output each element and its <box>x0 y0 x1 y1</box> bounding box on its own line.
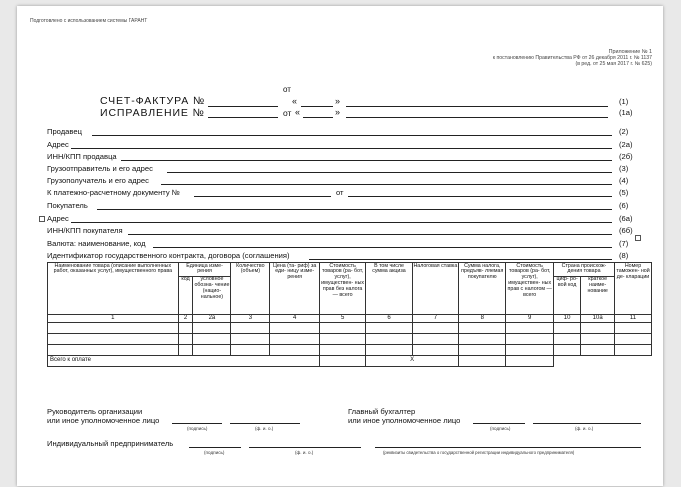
seller-inn-label: ИНН/КПП продавца <box>47 152 117 161</box>
accountant-sign-caption: (подпись) <box>490 426 511 431</box>
col-num: 4 <box>270 314 320 322</box>
col-num: 11 <box>615 314 652 322</box>
code-6a: (6а) <box>619 214 633 223</box>
seller-inn-line[interactable] <box>121 160 612 161</box>
accountant-label-2: или иное уполномоченное лицо <box>348 416 461 425</box>
code-7: (7) <box>619 239 629 248</box>
th-rate: Налоговая ставка <box>412 263 458 315</box>
invoice-page <box>17 6 663 486</box>
col-num: 8 <box>459 314 506 322</box>
code-1a: (1а) <box>619 108 633 117</box>
th-country-code: циф- ро-вой код <box>553 276 580 314</box>
header-note: Подготовлено с использованием системы ГАРАНТ <box>30 18 148 24</box>
col-num: 1 <box>48 314 179 322</box>
col-num: 5 <box>319 314 365 322</box>
accountant-fio-caption: (ф. и. о.) <box>575 426 594 431</box>
invoice-table <box>47 262 652 367</box>
col-num: 10а <box>581 314 615 322</box>
correction-number-line[interactable] <box>208 117 278 118</box>
th-unit-name: условное обозна- чение (нацио- нальное) <box>193 276 231 314</box>
consignee-line[interactable] <box>161 184 612 185</box>
invoice-title: СЧЕТ-ФАКТУРА № <box>100 95 206 107</box>
seller-address-line[interactable] <box>71 148 612 149</box>
th-qty: Количество (объем) <box>231 263 270 315</box>
correction-quote-open: « <box>295 107 301 117</box>
th-cost-no-tax: Стоимость товаров (ра- бот, услуг), имуществен- ных прав без налога — всего <box>319 263 365 315</box>
invoice-quote-open: « <box>292 96 298 106</box>
title-ot-top: от <box>283 85 291 94</box>
entrepreneur-requisites-caption: (реквизиты свидетельства о государственной регистрации индивидуального предпринимателя) <box>383 450 575 455</box>
accountant-label-1: Главный бухгалтер <box>348 407 416 416</box>
appendix-line2: к постановлению Правительства РФ от 26 декабря 2011 г. № 1137 <box>492 55 652 61</box>
head-fio-caption: (ф. и. о.) <box>255 426 274 431</box>
correction-day-line[interactable] <box>303 117 333 118</box>
currency-label: Валюта: наименование, код <box>47 239 146 248</box>
payment-doc-date-line[interactable] <box>348 196 612 197</box>
side-checkbox-icon[interactable] <box>635 235 641 241</box>
consignee-label: Грузополучатель и его адрес <box>47 176 149 185</box>
invoice-number-line[interactable] <box>208 106 278 107</box>
buyer-line[interactable] <box>97 209 612 210</box>
th-name: Наименование товара (описание выполненных работ, оказанных услуг), имущественного права <box>48 263 179 315</box>
total-label: Всего к оплате <box>48 355 320 366</box>
entrepreneur-fio-line[interactable] <box>249 447 361 448</box>
buyer-inn-label: ИНН/КПП покупателя <box>47 226 123 235</box>
entrepreneur-sign-caption: (подпись) <box>204 450 225 455</box>
th-country: Страна происхож- дения товара <box>553 263 614 277</box>
head-sign-caption: (подпись) <box>187 426 208 431</box>
invoice-date-line[interactable] <box>346 106 608 107</box>
code-4: (4) <box>619 176 629 185</box>
accountant-signature-line[interactable] <box>473 423 525 424</box>
total-cost-cell[interactable] <box>319 355 365 366</box>
accountant-fio-line[interactable] <box>533 423 641 424</box>
head-fio-line[interactable] <box>230 423 300 424</box>
code-1: (1) <box>619 97 629 106</box>
shipper-label: Грузоотправитель и его адрес <box>47 164 153 173</box>
buyer-address-line[interactable] <box>71 222 612 223</box>
buyer-label: Покупатель <box>47 201 88 210</box>
code-5: (5) <box>619 188 629 197</box>
col-num: 3 <box>231 314 270 322</box>
th-cost-with-tax: Стоимость товаров (ра- бот, услуг), имуществен- ных прав с налогом — всего <box>506 263 553 315</box>
currency-line[interactable] <box>153 247 612 248</box>
contract-id-label: Идентификатор государственного контракта, договора (соглашения) <box>47 251 290 260</box>
expand-toggle-icon[interactable] <box>39 216 45 222</box>
appendix-line3: (в ред. от 25 мая 2017 г. № 625) <box>575 61 652 67</box>
total-with-tax-cell[interactable] <box>506 355 553 366</box>
seller-address-label: Адрес <box>47 140 69 149</box>
entrepreneur-fio-caption: (ф. и. о.) <box>295 450 314 455</box>
code-2a: (2а) <box>619 140 633 149</box>
correction-ot: от <box>283 108 292 118</box>
contract-id-line[interactable] <box>309 259 612 260</box>
invoice-quote-close: » <box>335 96 341 106</box>
entrepreneur-requisites-line[interactable] <box>375 447 641 448</box>
col-num: 2а <box>193 314 231 322</box>
payment-doc-label: К платежно-расчетному документу № <box>47 188 180 197</box>
th-customs: Номер таможен- ной де- кларации <box>615 263 652 315</box>
buyer-inn-line[interactable] <box>128 234 612 235</box>
total-x: Х <box>366 355 459 366</box>
code-6b: (6б) <box>619 226 633 235</box>
correction-date-line[interactable] <box>346 117 608 118</box>
th-unit-code: код <box>178 276 193 314</box>
correction-quote-close: » <box>335 107 341 117</box>
th-country-name: краткое наиме- нование <box>581 276 615 314</box>
table-row[interactable] <box>48 333 652 344</box>
col-num: 10 <box>553 314 580 322</box>
entrepreneur-signature-line[interactable] <box>189 447 241 448</box>
code-2: (2) <box>619 127 629 136</box>
entrepreneur-label: Индивидуальный предприниматель <box>47 439 174 448</box>
code-8: (8) <box>619 251 629 260</box>
invoice-day-line[interactable] <box>301 106 333 107</box>
head-label-1: Руководитель организации <box>47 407 143 416</box>
th-unit: Единица изме- рения <box>178 263 231 277</box>
buyer-address-label: Адрес <box>47 214 69 223</box>
seller-label: Продавец <box>47 127 82 136</box>
appendix-line1: Приложение № 1 <box>608 49 652 55</box>
correction-title: ИСПРАВЛЕНИЕ № <box>100 107 205 119</box>
payment-doc-number-line[interactable] <box>194 196 331 197</box>
head-label-2: или иное уполномоченное лицо <box>47 416 160 425</box>
shipper-line[interactable] <box>167 172 612 173</box>
code-6: (6) <box>619 201 629 210</box>
th-price: Цена (та- риф) за еди- ницу изме- рения <box>270 263 320 315</box>
th-tax-sum: Сумма налога, предъяв- ляемая покупателю <box>459 263 506 315</box>
total-tax-cell[interactable] <box>459 355 506 366</box>
seller-line[interactable] <box>92 135 612 136</box>
table-row[interactable] <box>48 344 652 355</box>
table-row[interactable] <box>48 322 652 333</box>
code-2b: (2б) <box>619 152 633 161</box>
payment-doc-ot: от <box>336 188 344 197</box>
th-excise: В том числе сумма акциза <box>366 263 412 315</box>
col-num: 9 <box>506 314 553 322</box>
col-num: 2 <box>178 314 193 322</box>
head-signature-line[interactable] <box>172 423 222 424</box>
total-row <box>48 355 652 366</box>
col-num: 7 <box>412 314 458 322</box>
code-3: (3) <box>619 164 629 173</box>
col-num: 6 <box>366 314 412 322</box>
